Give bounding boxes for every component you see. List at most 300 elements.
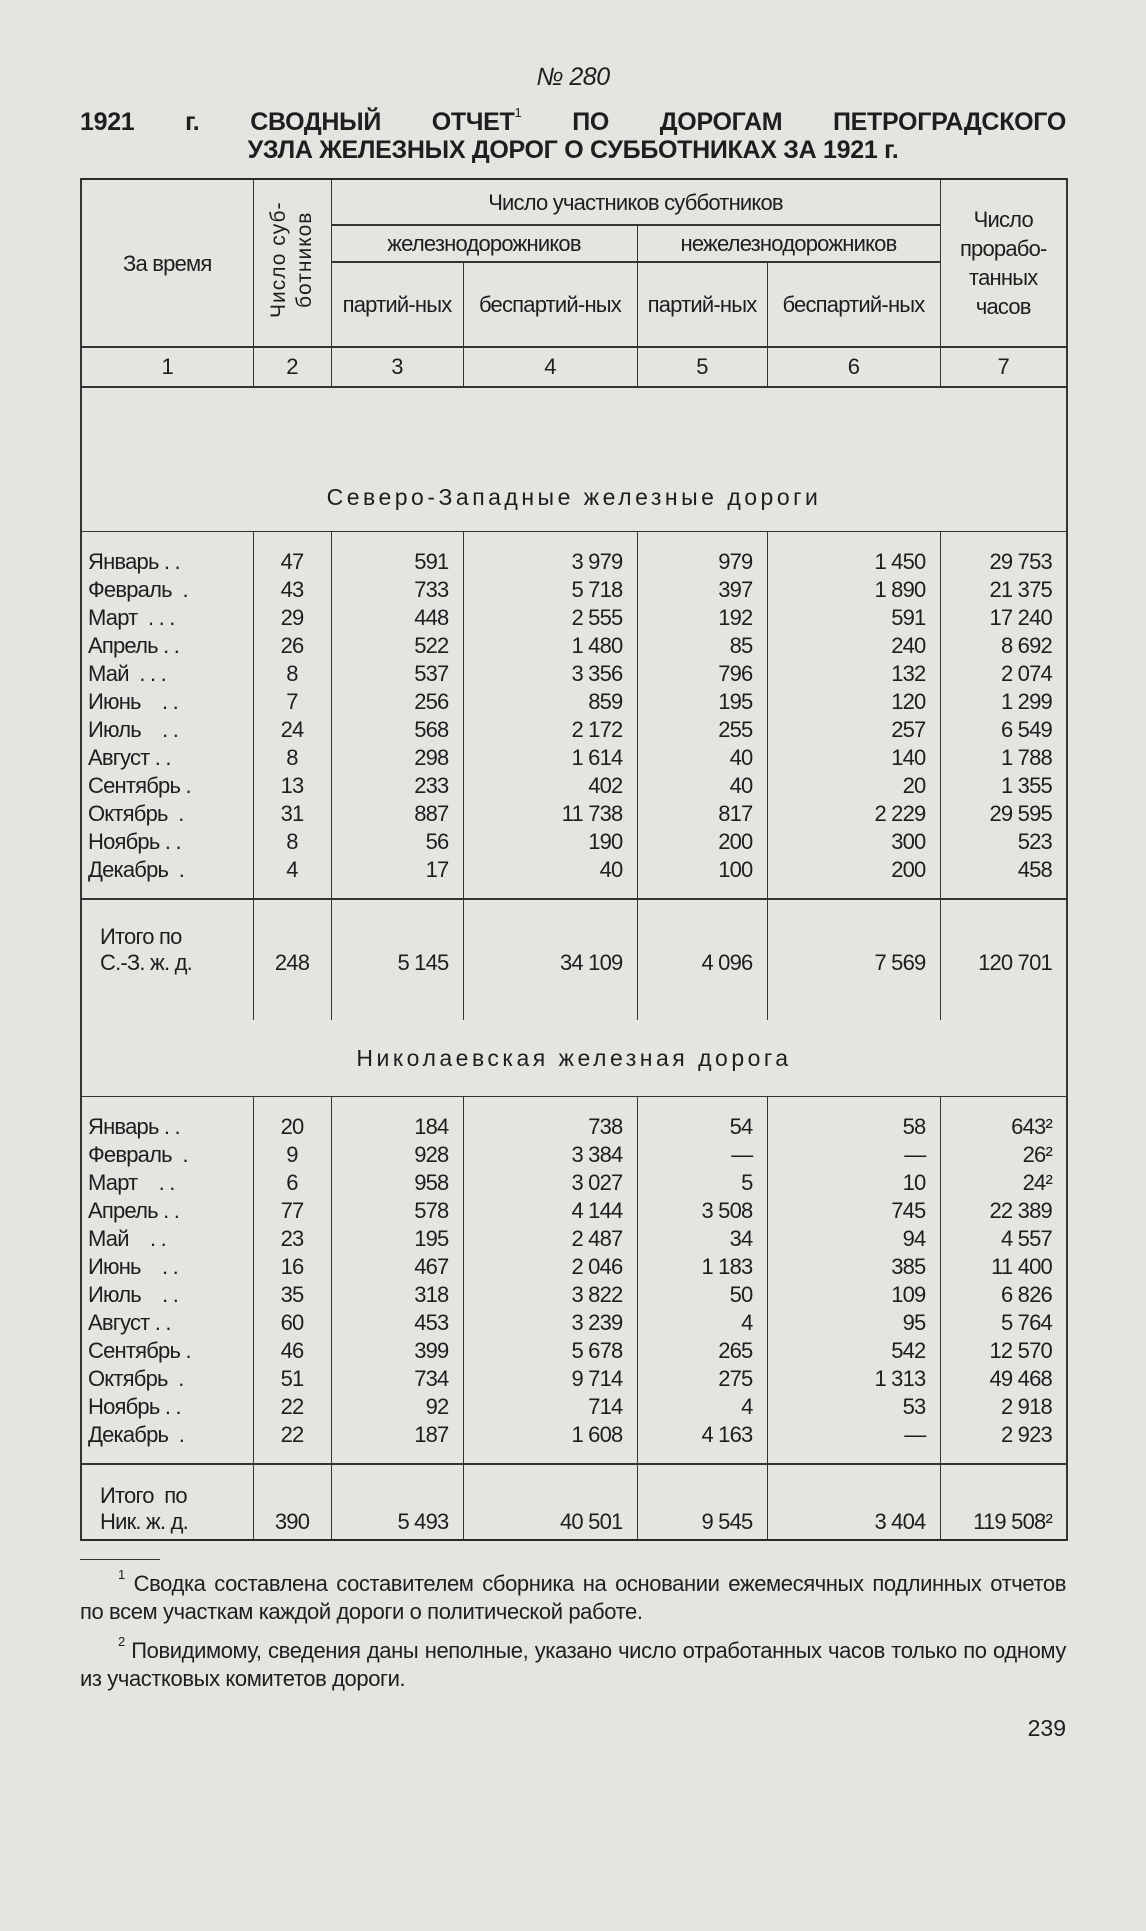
spacer-cell (767, 884, 940, 899)
cell-value: 738 (463, 1113, 637, 1141)
spacer-cell (463, 884, 637, 899)
cell-value: 100 (637, 856, 767, 884)
cell-value: — (767, 1141, 940, 1169)
table-row (81, 548, 1067, 576)
month-label: Сентябрь . (81, 772, 253, 800)
cell-value: 3 822 (463, 1281, 637, 1309)
total-value: 7 569 (767, 914, 940, 980)
spacer-cell (331, 899, 463, 914)
spacer-cell (253, 1464, 331, 1479)
month-label: Август . . (81, 1309, 253, 1337)
spacer-cell (637, 532, 767, 549)
column-number: 7 (940, 347, 1067, 387)
spacer-cell (463, 532, 637, 549)
cell-value: 9 (253, 1141, 331, 1169)
section-title: Николаевская железная дорога (81, 1020, 1067, 1097)
cell-value: 3 979 (463, 548, 637, 576)
table-row (81, 1393, 1067, 1421)
cell-value: 817 (637, 800, 767, 828)
cell-value: 300 (767, 828, 940, 856)
cell-value: 3 384 (463, 1141, 637, 1169)
month-label: Сентябрь . (81, 1337, 253, 1365)
month-label: Апрель . . (81, 1197, 253, 1225)
cell-value: 17 (331, 856, 463, 884)
cell-value: 4 (253, 856, 331, 884)
cell-value: 10 (767, 1169, 940, 1197)
cell-value: 643² (940, 1113, 1067, 1141)
spacer-cell (940, 980, 1067, 1020)
cell-value: 1 313 (767, 1365, 940, 1393)
spacer-cell (253, 1449, 331, 1464)
total-label-line: Итого по (100, 1483, 187, 1508)
cell-value: 1 608 (463, 1421, 637, 1449)
page-number: 239 (1027, 1715, 1066, 1741)
cell-value: 34 (637, 1225, 767, 1253)
total-value: 120 701 (940, 914, 1067, 980)
total-label (81, 914, 253, 980)
table-row (81, 744, 1067, 772)
cell-value: 3 239 (463, 1309, 637, 1337)
title-line-1-start: 1921 г. СВОДНЫЙ ОТЧЕТ (80, 108, 515, 136)
cell-value: 20 (253, 1113, 331, 1141)
section-title-row (81, 1020, 1067, 1097)
section-title-row (81, 387, 1067, 532)
spacer-cell (463, 899, 637, 914)
cell-value: 23 (253, 1225, 331, 1253)
cell-value: 240 (767, 632, 940, 660)
spacer-cell (81, 1449, 253, 1464)
cell-value: 298 (331, 744, 463, 772)
cell-value: 184 (331, 1113, 463, 1141)
cell-value: 453 (331, 1309, 463, 1337)
cell-value: 195 (331, 1225, 463, 1253)
header-party-2: партий-ных (637, 262, 767, 347)
spacer-cell (463, 980, 637, 1020)
spacer-cell (81, 1464, 253, 1479)
cell-value: 796 (637, 660, 767, 688)
table-row (81, 800, 1067, 828)
cell-value: 31 (253, 800, 331, 828)
total-label-line: С.-З. ж. д. (100, 950, 192, 975)
table-row (81, 1365, 1067, 1393)
total-label-line: Ник. ж. д. (100, 1509, 188, 1534)
cell-value: 979 (637, 548, 767, 576)
cell-value: 77 (253, 1197, 331, 1225)
cell-value: 200 (767, 856, 940, 884)
spacer-row (81, 1097, 1067, 1114)
cell-value: 22 389 (940, 1197, 1067, 1225)
cell-value: 26² (940, 1141, 1067, 1169)
table-row (81, 1225, 1067, 1253)
cell-value: 714 (463, 1393, 637, 1421)
month-label: Декабрь . (81, 856, 253, 884)
spacer-row (81, 899, 1067, 914)
title-line-1-end: ПО ДОРОГАМ ПЕТРОГРАДСКОГО (572, 108, 1066, 136)
cell-value: 29 753 (940, 548, 1067, 576)
spacer-cell (940, 899, 1067, 914)
spacer-cell (331, 1449, 463, 1464)
spacer-cell (253, 532, 331, 549)
spacer-cell (81, 1097, 253, 1114)
spacer-row (81, 532, 1067, 549)
cell-value: 1 355 (940, 772, 1067, 800)
cell-value: 200 (637, 828, 767, 856)
spacer-cell (253, 1097, 331, 1114)
spacer-cell (463, 1449, 637, 1464)
column-number: 1 (81, 347, 253, 387)
cell-value: 255 (637, 716, 767, 744)
column-number: 2 (253, 347, 331, 387)
footnote-1-mark: 1 (118, 1567, 125, 1582)
cell-value: 537 (331, 660, 463, 688)
cell-value: 4 163 (637, 1421, 767, 1449)
cell-value: 46 (253, 1337, 331, 1365)
cell-value: 859 (463, 688, 637, 716)
cell-value: 192 (637, 604, 767, 632)
cell-value: 397 (637, 576, 767, 604)
month-label: Август . . (81, 744, 253, 772)
cell-value: 22 (253, 1393, 331, 1421)
cell-value: 6 (253, 1169, 331, 1197)
cell-value: 733 (331, 576, 463, 604)
table-row (81, 632, 1067, 660)
month-label: Май . . (81, 1225, 253, 1253)
spacer-cell (331, 884, 463, 899)
month-label: Май . . . (81, 660, 253, 688)
cell-value: 402 (463, 772, 637, 800)
cell-value: 318 (331, 1281, 463, 1309)
month-label: Декабрь . (81, 1421, 253, 1449)
cell-value: 13 (253, 772, 331, 800)
total-value: 9 545 (637, 1479, 767, 1540)
spacer-cell (940, 1449, 1067, 1464)
title-line-2: УЗЛА ЖЕЛЕЗНЫХ ДОРОГ О СУББОТНИКАХ ЗА 1921 г. (247, 136, 899, 164)
cell-value: 2 487 (463, 1225, 637, 1253)
table-row (81, 660, 1067, 688)
spacer-cell (253, 884, 331, 899)
cell-value: 591 (767, 604, 940, 632)
table-row (81, 1113, 1067, 1141)
column-number: 5 (637, 347, 767, 387)
spacer-cell (637, 884, 767, 899)
spacer-row (81, 884, 1067, 899)
cell-value: 50 (637, 1281, 767, 1309)
section-title: Северо-Западные железные дороги (81, 387, 1067, 532)
spacer-cell (637, 899, 767, 914)
cell-value: 1 299 (940, 688, 1067, 716)
footnote-1 (80, 1567, 1066, 1625)
spacer-cell (767, 1097, 940, 1114)
cell-value: 522 (331, 632, 463, 660)
total-value: 248 (253, 914, 331, 980)
cell-value: 1 788 (940, 744, 1067, 772)
cell-value: 35 (253, 1281, 331, 1309)
cell-value: 58 (767, 1113, 940, 1141)
cell-value: 190 (463, 828, 637, 856)
total-value: 4 096 (637, 914, 767, 980)
header-participants: Число участников субботников (331, 179, 940, 225)
cell-value: 54 (637, 1113, 767, 1141)
column-number-row (81, 347, 1067, 387)
cell-value: 3 027 (463, 1169, 637, 1197)
spacer-cell (331, 532, 463, 549)
table-row (81, 828, 1067, 856)
month-label: Ноябрь . . (81, 828, 253, 856)
month-label: Июнь . . (81, 1253, 253, 1281)
cell-value: 1 183 (637, 1253, 767, 1281)
spacer-cell (940, 532, 1067, 549)
footnote-ref-1: 1 (514, 105, 522, 120)
cell-value: 29 595 (940, 800, 1067, 828)
footnote-divider (80, 1559, 160, 1560)
cell-value: 4 557 (940, 1225, 1067, 1253)
total-row (81, 1479, 1067, 1540)
cell-value: 56 (331, 828, 463, 856)
month-label: Октябрь . (81, 1365, 253, 1393)
spacer-row (81, 1449, 1067, 1464)
footnote-1-text: Сводка составлена составителем сборника на основании ежемесячных подлинных отчетов по всем участкам каждой дороги о политической работе. (80, 1571, 1066, 1624)
cell-value: 4 144 (463, 1197, 637, 1225)
total-value: 5 145 (331, 914, 463, 980)
cell-value: 233 (331, 772, 463, 800)
cell-value: 523 (940, 828, 1067, 856)
spacer-cell (637, 980, 767, 1020)
cell-value: 2 074 (940, 660, 1067, 688)
header-nonparty: беспартий-ных (463, 262, 637, 347)
spacer-row (81, 1464, 1067, 1479)
cell-value: 257 (767, 716, 940, 744)
subbotnik-table (80, 178, 1068, 1541)
cell-value: 568 (331, 716, 463, 744)
footnote-2-mark: 2 (118, 1634, 125, 1649)
total-value: 34 109 (463, 914, 637, 980)
document-page (80, 62, 1066, 1742)
month-label: Июнь . . (81, 688, 253, 716)
cell-value: 132 (767, 660, 940, 688)
cell-value: 2 555 (463, 604, 637, 632)
spacer-cell (940, 1464, 1067, 1479)
cell-value: 256 (331, 688, 463, 716)
cell-value: 53 (767, 1393, 940, 1421)
cell-value: 24 (253, 716, 331, 744)
cell-value: 4 (637, 1393, 767, 1421)
table-row (81, 604, 1067, 632)
total-value: 390 (253, 1479, 331, 1540)
header-nonparty-2: беспартий-ных (767, 262, 940, 347)
cell-value: 591 (331, 548, 463, 576)
spacer-cell (81, 980, 253, 1020)
cell-value: 49 468 (940, 1365, 1067, 1393)
cell-value: 92 (331, 1393, 463, 1421)
cell-value: 85 (637, 632, 767, 660)
cell-value: 275 (637, 1365, 767, 1393)
month-label: Ноябрь . . (81, 1393, 253, 1421)
month-label: Январь . . (81, 548, 253, 576)
spacer-cell (331, 1097, 463, 1114)
spacer-cell (637, 1449, 767, 1464)
month-label: Февраль . (81, 1141, 253, 1169)
cell-value: 2 046 (463, 1253, 637, 1281)
cell-value: 29 (253, 604, 331, 632)
total-value: 40 501 (463, 1479, 637, 1540)
total-value: 3 404 (767, 1479, 940, 1540)
cell-value: 734 (331, 1365, 463, 1393)
cell-value: 26 (253, 632, 331, 660)
cell-value: 467 (331, 1253, 463, 1281)
month-label: Июль . . (81, 1281, 253, 1309)
header-railway: железнодорожников (331, 225, 637, 262)
cell-value: 11 400 (940, 1253, 1067, 1281)
table-row (81, 1253, 1067, 1281)
cell-value: 109 (767, 1281, 940, 1309)
table-row (81, 1169, 1067, 1197)
cell-value: 24² (940, 1169, 1067, 1197)
cell-value: 94 (767, 1225, 940, 1253)
cell-value: 7 (253, 688, 331, 716)
spacer-cell (331, 980, 463, 1020)
header-count (253, 179, 331, 347)
cell-value: 47 (253, 548, 331, 576)
cell-value: 4 (637, 1309, 767, 1337)
cell-value: 8 (253, 744, 331, 772)
month-label: Июль . . (81, 716, 253, 744)
cell-value: 1 614 (463, 744, 637, 772)
cell-value: 8 (253, 828, 331, 856)
cell-value: 12 570 (940, 1337, 1067, 1365)
spacer-row (81, 980, 1067, 1020)
cell-value: 6 826 (940, 1281, 1067, 1309)
total-value: 119 508² (940, 1479, 1067, 1540)
spacer-cell (463, 1464, 637, 1479)
spacer-cell (637, 1464, 767, 1479)
table-row (81, 1421, 1067, 1449)
cell-value: 43 (253, 576, 331, 604)
spacer-cell (767, 532, 940, 549)
month-label: Апрель . . (81, 632, 253, 660)
month-label: Март . . (81, 1169, 253, 1197)
month-label: Февраль . (81, 576, 253, 604)
total-label (81, 1479, 253, 1540)
cell-value: 140 (767, 744, 940, 772)
footnote-2 (80, 1634, 1066, 1692)
cell-value: 16 (253, 1253, 331, 1281)
cell-value: 51 (253, 1365, 331, 1393)
cell-value: 5 764 (940, 1309, 1067, 1337)
spacer-cell (81, 884, 253, 899)
cell-value: 2 923 (940, 1421, 1067, 1449)
spacer-cell (81, 899, 253, 914)
total-value: 5 493 (331, 1479, 463, 1540)
total-row (81, 914, 1067, 980)
column-number: 3 (331, 347, 463, 387)
table-row (81, 772, 1067, 800)
cell-value: 40 (463, 856, 637, 884)
spacer-cell (637, 1097, 767, 1114)
month-label: Январь . . (81, 1113, 253, 1141)
cell-value: 120 (767, 688, 940, 716)
table-row (81, 1281, 1067, 1309)
cell-value: 2 172 (463, 716, 637, 744)
cell-value: 3 356 (463, 660, 637, 688)
table-row (81, 1197, 1067, 1225)
header-party: партий-ных (331, 262, 463, 347)
cell-value: 40 (637, 772, 767, 800)
table-row (81, 1141, 1067, 1169)
cell-value: 8 (253, 660, 331, 688)
cell-value: 8 692 (940, 632, 1067, 660)
cell-value: 5 678 (463, 1337, 637, 1365)
spacer-cell (253, 899, 331, 914)
column-number: 6 (767, 347, 940, 387)
spacer-cell (81, 532, 253, 549)
spacer-cell (767, 899, 940, 914)
cell-value: 399 (331, 1337, 463, 1365)
cell-value: 578 (331, 1197, 463, 1225)
cell-value: 60 (253, 1309, 331, 1337)
cell-value: 6 549 (940, 716, 1067, 744)
cell-value: 95 (767, 1309, 940, 1337)
cell-value: 265 (637, 1337, 767, 1365)
cell-value: 22 (253, 1421, 331, 1449)
cell-value: 1 480 (463, 632, 637, 660)
document-number: № 280 (536, 63, 610, 91)
cell-value: 1 450 (767, 548, 940, 576)
spacer-cell (940, 1097, 1067, 1114)
table-row (81, 1337, 1067, 1365)
spacer-cell (253, 980, 331, 1020)
cell-value: 385 (767, 1253, 940, 1281)
header-hours: Число прорабо-танных часов (940, 179, 1067, 347)
cell-value: 5 (637, 1169, 767, 1197)
cell-value: 2 229 (767, 800, 940, 828)
cell-value: 928 (331, 1141, 463, 1169)
cell-value: 20 (767, 772, 940, 800)
cell-value: 1 890 (767, 576, 940, 604)
cell-value: 2 918 (940, 1393, 1067, 1421)
month-label: Март . . . (81, 604, 253, 632)
month-label: Октябрь . (81, 800, 253, 828)
table-row (81, 576, 1067, 604)
cell-value: 887 (331, 800, 463, 828)
cell-value: 187 (331, 1421, 463, 1449)
footnote-2-text: Повидимому, сведения даны неполные, указано число отработанных часов только по одному из участковых комитетов дороги. (80, 1638, 1066, 1691)
cell-value: 448 (331, 604, 463, 632)
cell-value: — (637, 1141, 767, 1169)
cell-value: 21 375 (940, 576, 1067, 604)
cell-value: 458 (940, 856, 1067, 884)
cell-value: 958 (331, 1169, 463, 1197)
cell-value: 5 718 (463, 576, 637, 604)
spacer-cell (767, 1464, 940, 1479)
total-label-line: Итого по (100, 924, 182, 949)
table-row (81, 856, 1067, 884)
table-row (81, 716, 1067, 744)
column-number: 4 (463, 347, 637, 387)
spacer-cell (940, 884, 1067, 899)
cell-value: 17 240 (940, 604, 1067, 632)
title-line-1 (80, 105, 1066, 136)
cell-value: 745 (767, 1197, 940, 1225)
table-row (81, 1309, 1067, 1337)
spacer-cell (331, 1464, 463, 1479)
spacer-cell (767, 980, 940, 1020)
cell-value: 40 (637, 744, 767, 772)
table-row (81, 688, 1067, 716)
spacer-cell (463, 1097, 637, 1114)
header-nonrailway: нежелезнодорожников (637, 225, 940, 262)
cell-value: — (767, 1421, 940, 1449)
cell-value: 3 508 (637, 1197, 767, 1225)
